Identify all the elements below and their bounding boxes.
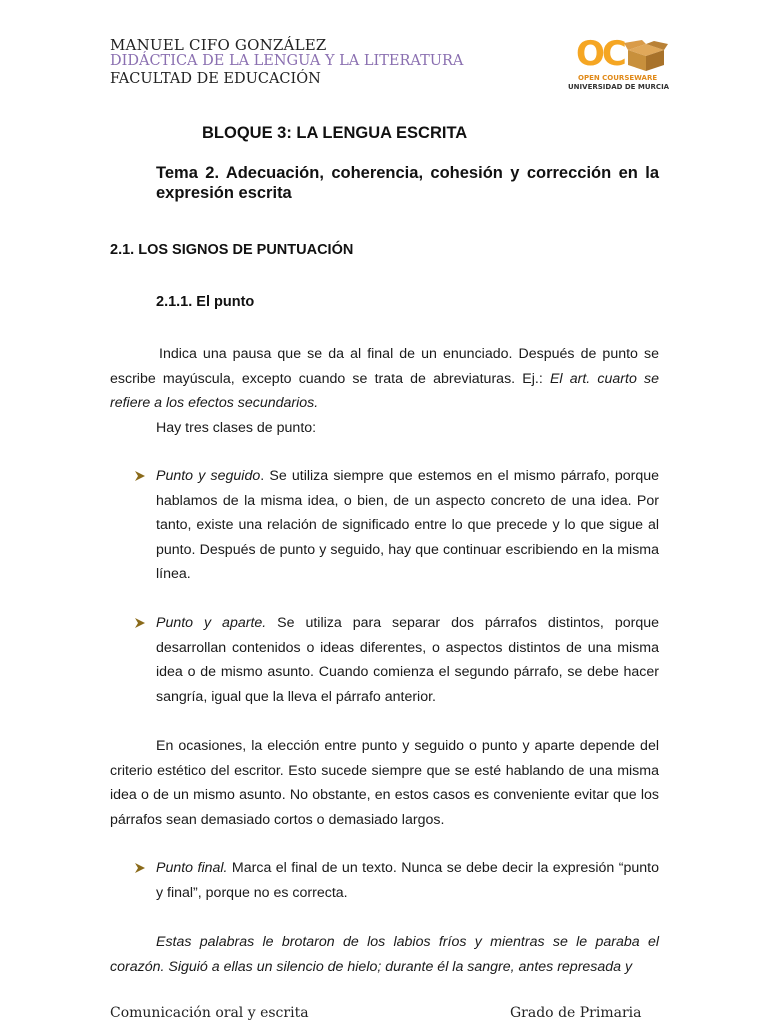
paragraph-definition-end: . [314, 395, 319, 411]
paragraph-definition-text: Indica una pausa que se da al final de un enunciado. Después de punto se escribe mayúscula, excepto cuando se trata de abreviaturas. Ej.: [110, 346, 659, 387]
header-author: MANUEL CIFO GONZÁLEZ [110, 36, 327, 54]
box-icon [624, 40, 668, 72]
footer-degree: Grado de Primaria [510, 1005, 642, 1021]
logo-line-1: OPEN COURSEWARE [578, 74, 658, 82]
header-subject: DIDÁCTICA DE LA LENGUA Y LA LITERATURA [110, 53, 464, 69]
block-title: BLOQUE 3: LA LENGUA ESCRITA [202, 124, 468, 142]
list-item [156, 856, 659, 905]
list-item-text: Se utiliza para separar dos párrafos distintos, porque desarrollan contenidos o ideas diferentes, o aspectos distintos de una misma idea o de mismo asunto. Cuando comienza el segundo párrafo, se debe hacer sangría, igual que la lleva el párrafo anterior. [156, 615, 659, 705]
list-item-term: Punto y seguido [156, 468, 261, 484]
list-item [156, 611, 659, 709]
arrow-bullet-icon [134, 617, 146, 629]
list-item [156, 464, 659, 587]
logo-line-2: UNIVERSIDAD DE MURCIA [568, 83, 670, 91]
list-item-term: Punto final. [156, 860, 228, 876]
paragraph-intro-list: Hay tres clases de punto: [156, 420, 317, 436]
subsection-heading: 2.1.1. El punto [156, 294, 255, 310]
topic-title: Tema 2. Adecuación, coherencia, cohesión y corrección en la expresión escrita [156, 164, 659, 202]
arrow-bullet-icon [134, 470, 146, 482]
list-item-term: Punto y aparte. [156, 615, 267, 631]
paragraph-note: En ocasiones, la elección entre punto y seguido o punto y aparte depende del criterio estético del escritor. Esto sucede siempre que se esté hablando de una misma idea o de un mismo asunto. No obstante, en estos casos es conveniente evitar que los párrafos sean demasiado cortos o demasiado largos. [110, 738, 659, 828]
paragraph-definition [110, 342, 659, 416]
list-item-text: . Se utiliza siempre que estemos en el mismo párrafo, porque hablamos de la misma idea, o bien, de un aspecto concreto de una idea. Por tanto, existe una relación de significado entre lo que precede y lo que sigue al punto. Después de punto y seguido, hay que continuar escribiendo en la misma línea. [156, 468, 659, 582]
paragraph-definition-example: El art. cuarto se refiere a los efectos secundarios [110, 370, 659, 411]
section-heading: 2.1. LOS SIGNOS DE PUNTUACIÓN [110, 242, 354, 258]
header-faculty: FACULTAD DE EDUCACIÓN [110, 71, 321, 87]
footer-course: Comunicación oral y escrita [110, 1005, 309, 1021]
paragraph-example-quote: Estas palabras le brotaron de los labios fríos y mientras se le paraba el corazón. Siguió a ellas un silencio de hielo; durante él la sangre, antes represada y [110, 934, 659, 975]
arrow-bullet-icon [134, 862, 146, 874]
ocw-logo [566, 36, 674, 96]
list-item-text: Marca el final de un texto. Nunca se debe decir la expresión “punto y final”, porque no es correcta. [156, 860, 659, 901]
logo-letters: OC [576, 34, 624, 74]
